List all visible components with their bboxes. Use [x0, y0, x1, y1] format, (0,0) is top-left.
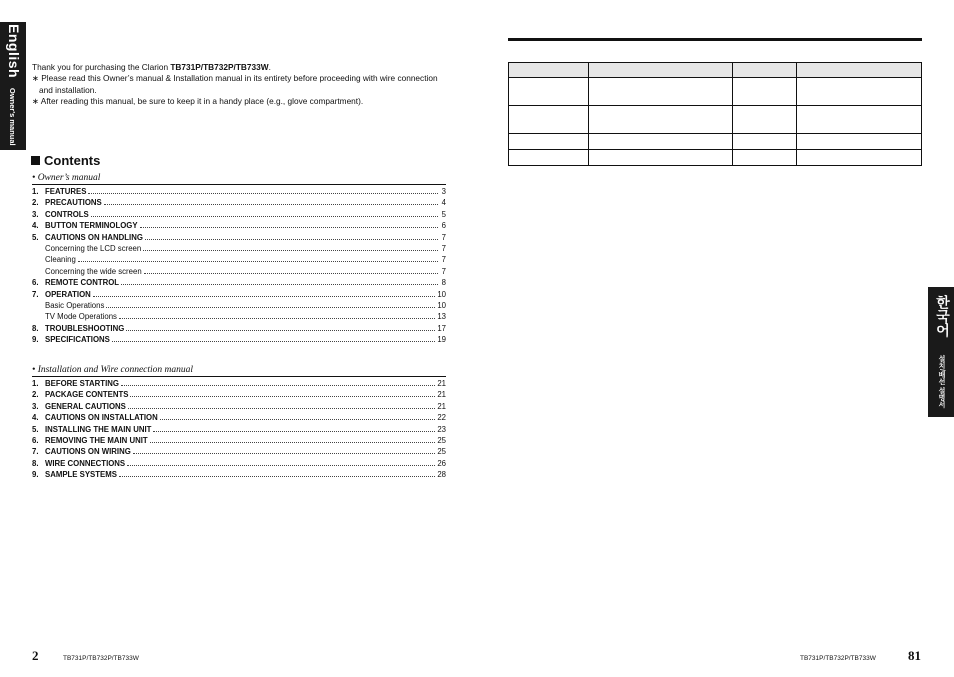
toc-entry-label: Concerning the wide screen — [45, 266, 142, 276]
table-cell — [509, 106, 589, 134]
toc-entry-page: 25 — [437, 435, 446, 445]
toc-entry-number: 6. — [32, 435, 39, 445]
dot-leader — [140, 220, 438, 228]
table-cell — [797, 134, 922, 150]
toc-entry — [32, 197, 446, 208]
table-cell — [797, 106, 922, 134]
toc-entry-number: 9. — [32, 335, 39, 345]
toc-entry-label: TV Mode Operations — [45, 312, 117, 322]
spec-table — [508, 62, 922, 166]
left-page-number: 2 — [32, 648, 39, 663]
dot-leader — [78, 254, 438, 262]
table-row — [509, 134, 922, 150]
toc-entry-page: 21 — [437, 401, 446, 411]
language-label: English — [6, 24, 22, 79]
toc-entry-label: WIRE CONNECTIONS — [45, 458, 126, 468]
table-cell — [733, 63, 797, 78]
toc-entry — [32, 334, 446, 345]
dot-leader — [128, 401, 435, 409]
toc-entry-number: 1. — [32, 379, 39, 388]
installation-manual-heading: • Installation and Wire connection manual — [32, 365, 446, 377]
toc-entry — [32, 300, 446, 311]
toc-entry-label: CAUTIONS ON HANDLING — [45, 232, 143, 242]
dot-leader — [104, 197, 438, 205]
note-keep-manual: ∗ After reading this manual, be sure to keep it in a handy place (e.g., glove compartment). — [32, 95, 364, 106]
toc-entry-label: BEFORE STARTING — [45, 379, 119, 388]
right-model-footer: TB731P/TB732P/TB733W — [800, 655, 876, 662]
table-cell — [588, 134, 733, 150]
dot-leader — [119, 311, 435, 319]
toc-entry-page: 4 — [441, 198, 446, 208]
table-cell — [509, 63, 589, 78]
table-cell — [797, 150, 922, 166]
toc-entry-number: 4. — [32, 221, 39, 231]
table-cell — [733, 150, 797, 166]
table-row — [509, 63, 922, 78]
dot-leader — [150, 435, 436, 443]
toc-entry-number: 8. — [32, 458, 39, 468]
table-cell — [733, 134, 797, 150]
toc-entry — [32, 389, 446, 400]
toc-entry-number: 4. — [32, 413, 39, 423]
table-cell — [509, 78, 589, 106]
toc-entry — [32, 435, 446, 446]
square-bullet-icon — [31, 156, 40, 165]
dot-leader — [91, 209, 438, 217]
toc-entry-page: 21 — [437, 390, 446, 400]
toc-entry-page: 21 — [437, 379, 446, 388]
toc-entry-number: 3. — [32, 401, 39, 411]
table-row — [509, 106, 922, 134]
toc-entry-number: 1. — [32, 187, 39, 196]
toc-entry-page: 23 — [437, 424, 446, 434]
toc-entry-label: GENERAL CAUTIONS — [45, 401, 126, 411]
note-read-manual: ∗ Please read this Owner’s manual & Installation manual in its entirety before proceeding with wire connection and installation. — [32, 73, 438, 95]
toc-entry-page: 7 — [441, 266, 446, 276]
toc-entry — [32, 232, 446, 243]
toc-entry — [32, 243, 446, 254]
toc-entry — [32, 446, 446, 457]
dot-leader — [119, 469, 435, 477]
toc-entry-page: 19 — [437, 335, 446, 345]
toc-entry — [32, 412, 446, 423]
toc-entry-label: INSTALLING THE MAIN UNIT — [45, 424, 152, 434]
dot-leader — [106, 300, 435, 308]
toc-entry-label: SPECIFICATIONS — [45, 335, 110, 345]
toc-entry-label: CAUTIONS ON INSTALLATION — [45, 413, 158, 423]
toc-entry-page: 3 — [441, 187, 446, 196]
left-model-footer: TB731P/TB732P/TB733W — [63, 655, 139, 662]
dot-leader — [126, 323, 435, 331]
intro-text — [32, 62, 447, 107]
toc-entry-number: 8. — [32, 323, 39, 333]
toc-entry-page: 17 — [437, 323, 446, 333]
dot-leader — [145, 232, 438, 240]
toc-entry-label: SAMPLE SYSTEMS — [45, 470, 117, 480]
toc-entry-page: 7 — [441, 232, 446, 242]
table-cell — [588, 150, 733, 166]
toc-entry-number: 6. — [32, 278, 39, 288]
toc-entry-page: 5 — [441, 209, 446, 219]
toc-entry — [32, 254, 446, 265]
owners-manual-toc — [32, 186, 446, 345]
toc-entry — [32, 424, 446, 435]
toc-entry-page: 28 — [437, 470, 446, 480]
toc-entry-number: 5. — [32, 232, 39, 242]
toc-entry — [32, 220, 446, 231]
dot-leader — [153, 424, 435, 432]
toc-entry-label: PACKAGE CONTENTS — [45, 390, 129, 400]
table-cell — [733, 78, 797, 106]
toc-entry — [32, 266, 446, 277]
toc-entry — [32, 323, 446, 334]
top-rule — [508, 38, 922, 41]
dot-leader — [160, 412, 436, 420]
toc-entry-page: 6 — [441, 221, 446, 231]
toc-entry-label: OPERATION — [45, 289, 91, 299]
dot-leader — [130, 389, 435, 397]
dot-leader — [127, 458, 435, 466]
toc-entry-number: 2. — [32, 198, 39, 208]
toc-entry-label: Cleaning — [45, 255, 76, 265]
section-label: 설치/배선 설명서 — [938, 355, 945, 408]
toc-entry-page: 7 — [441, 255, 446, 265]
table-cell — [733, 106, 797, 134]
toc-entry-number: 3. — [32, 209, 39, 219]
toc-entry-page: 22 — [437, 413, 446, 423]
toc-entry-page: 25 — [437, 447, 446, 457]
dot-leader — [144, 266, 438, 274]
dot-leader — [133, 446, 436, 454]
toc-entry — [32, 311, 446, 322]
toc-entry — [32, 209, 446, 220]
table-cell — [588, 106, 733, 134]
toc-entry-page: 8 — [441, 278, 446, 288]
thanks-line: Thank you for purchasing the Clarion TB731P/TB732P/TB733W. — [32, 62, 271, 72]
korean-language-tab — [928, 287, 954, 417]
toc-entry-label: Basic Operations — [45, 300, 105, 310]
toc-entry — [32, 469, 446, 480]
toc-entry-label: Concerning the LCD screen — [45, 243, 142, 253]
table-cell — [588, 78, 733, 106]
dot-leader — [88, 186, 438, 194]
table-cell — [588, 63, 733, 78]
model-names: TB731P/TB732P/TB733W — [170, 62, 269, 72]
table-row — [509, 78, 922, 106]
dot-leader — [143, 243, 438, 251]
language-label: 한국어 — [935, 295, 951, 337]
toc-entry-page: 10 — [437, 289, 446, 299]
toc-entry — [32, 186, 446, 197]
toc-entry-number: 9. — [32, 470, 39, 480]
toc-entry-label: TROUBLESHOOTING — [45, 323, 125, 333]
toc-entry-label: FEATURES — [45, 187, 87, 196]
toc-entry-number: 5. — [32, 424, 39, 434]
table-cell — [797, 63, 922, 78]
toc-entry-page: 13 — [437, 312, 446, 322]
toc-entry — [32, 458, 446, 469]
installation-manual-toc — [32, 378, 446, 481]
toc-entry — [32, 277, 446, 288]
english-language-tab — [0, 22, 26, 150]
table-cell — [509, 150, 589, 166]
toc-entry-page: 26 — [437, 458, 446, 468]
toc-entry-label: CAUTIONS ON WIRING — [45, 447, 131, 457]
toc-entry-number: 7. — [32, 289, 39, 299]
toc-entry-label: PRECAUTIONS — [45, 198, 102, 208]
table-row — [509, 150, 922, 166]
toc-entry-label: CONTROLS — [45, 209, 89, 219]
toc-entry — [32, 401, 446, 412]
toc-entry-label: REMOVING THE MAIN UNIT — [45, 435, 148, 445]
toc-entry — [32, 289, 446, 300]
toc-entry-number: 2. — [32, 390, 39, 400]
contents-heading: Contents — [31, 153, 100, 168]
table-cell — [797, 78, 922, 106]
toc-entry-label: REMOTE CONTROL — [45, 278, 120, 288]
toc-entry-page: 7 — [441, 243, 446, 253]
toc-entry-number: 7. — [32, 447, 39, 457]
dot-leader — [121, 378, 435, 386]
dot-leader — [121, 277, 438, 285]
section-label: Owner's manual — [8, 88, 17, 146]
dot-leader — [93, 289, 436, 297]
toc-entry-page: 10 — [437, 300, 446, 310]
toc-entry — [32, 378, 446, 389]
owners-manual-heading: • Owner’s manual — [32, 173, 446, 185]
toc-entry-label: BUTTON TERMINOLOGY — [45, 221, 138, 231]
dot-leader — [112, 334, 435, 342]
right-page-number: 81 — [908, 648, 921, 663]
table-cell — [509, 134, 589, 150]
